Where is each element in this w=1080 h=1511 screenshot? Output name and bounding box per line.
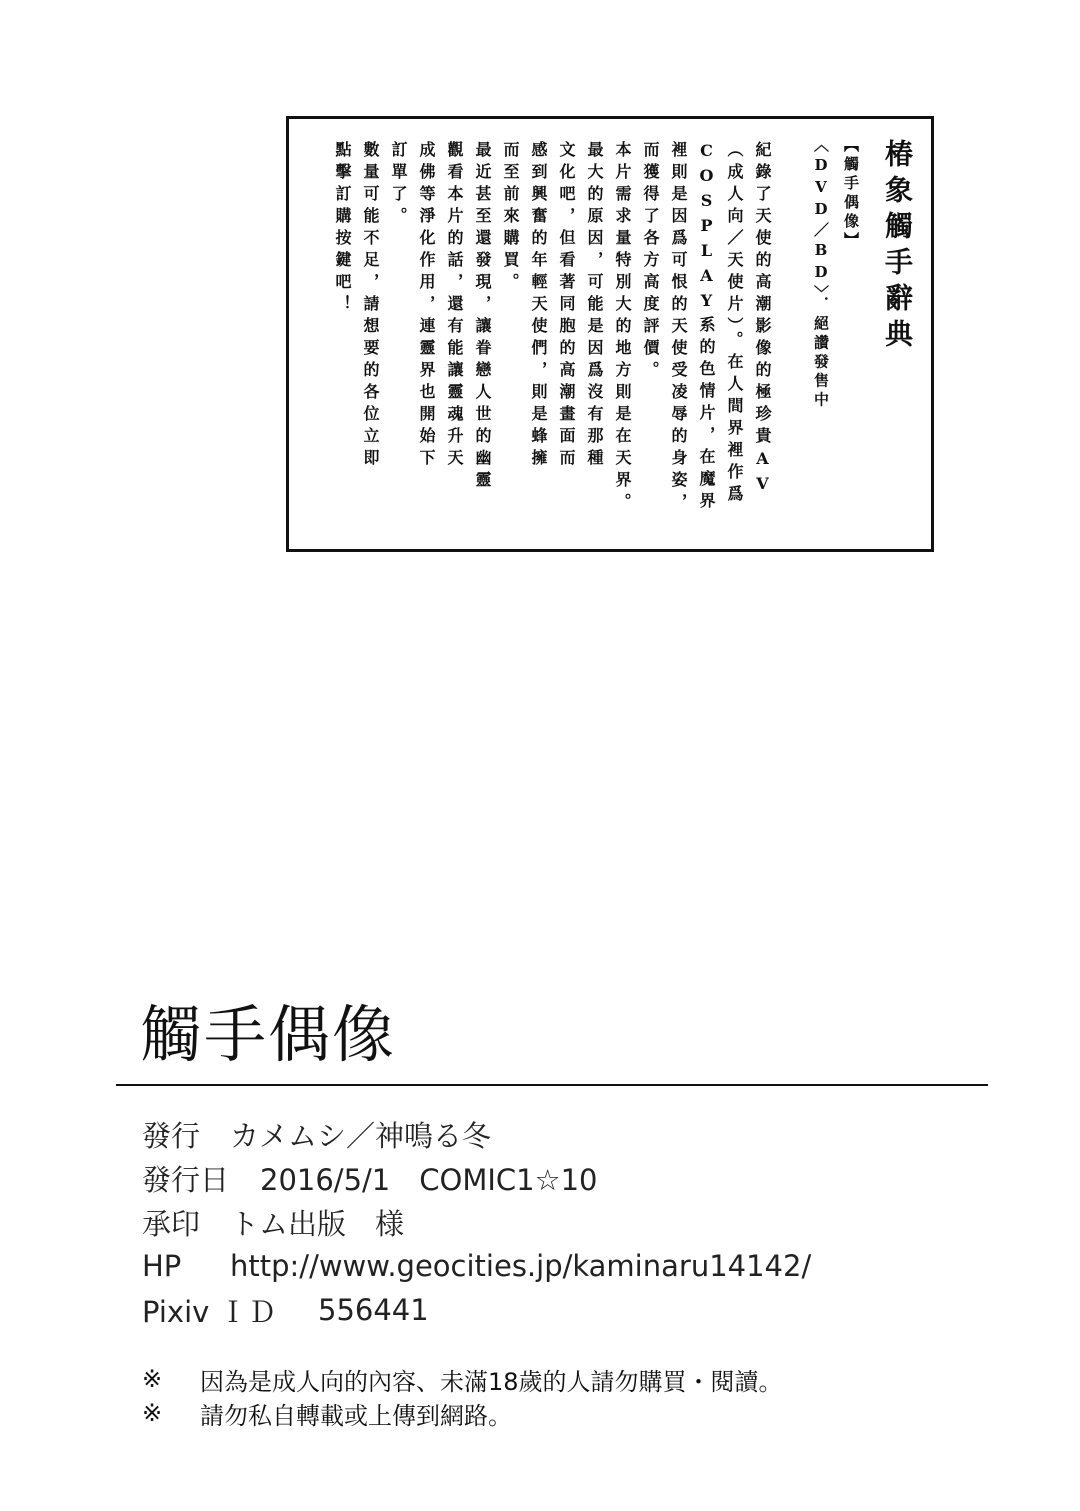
colophon-printer — [142, 1200, 811, 1244]
dictionary-body-line: 數量可能不足，請想要的各位立即 — [361, 141, 380, 471]
note-item — [142, 1362, 783, 1396]
colophon-hp — [142, 1244, 811, 1288]
dictionary-body-line: 最大的原因，可能是因爲沒有那種 — [585, 141, 604, 471]
dictionary-body-line: 裡則是因爲可恨的天使受凌辱的身姿， — [669, 141, 688, 515]
note-text: 因為是成人向的內容、未滿18歲的人請勿購買・閱讀。 — [200, 1367, 783, 1396]
publisher-label: 發行 — [142, 1118, 201, 1153]
printer-label: 承印 — [142, 1206, 201, 1241]
pixiv-value: 556441 — [318, 1293, 429, 1327]
dictionary-body-line: 紀錄了天使的高潮影像的極珍貴AV — [753, 141, 772, 499]
dictionary-body-line: （成人向／天使片）。在人間界裡作爲 — [725, 141, 744, 507]
dictionary-body-line: 最近甚至還發現，讓眷戀人世的幽靈 — [473, 141, 492, 493]
title-divider — [116, 1084, 988, 1086]
colophon-date — [142, 1156, 811, 1200]
dictionary-body-line: 點擊訂購按鍵吧！ — [333, 141, 352, 317]
publisher-value: カメムシ／神鳴る冬 — [230, 1118, 492, 1153]
dictionary-body-line: 本片需求量特別大的地方則是在天界。 — [613, 141, 632, 515]
dictionary-subtitle-1: 【觸手偶像】 — [842, 137, 860, 251]
notes — [142, 1362, 783, 1430]
book-title: 觸手偶像 — [140, 998, 397, 1071]
hp-link[interactable]: http://www.geocities.jp/kaminaru14142/ — [230, 1249, 812, 1283]
pixiv-label: Pixiv ＩＤ — [142, 1294, 277, 1329]
dictionary-body-line: 觀看本片的話，還有能讓靈魂升天 — [445, 141, 464, 471]
dictionary-body-line: 感到興奮的年輕天使們，則是蜂擁 — [529, 141, 548, 471]
date-value: 2016/5/1 COMIC1☆10 — [260, 1162, 598, 1197]
dictionary-box — [286, 116, 934, 552]
dictionary-body-line: 而至前來購買。 — [501, 141, 520, 295]
dictionary-body-line: 文化吧，但看著同胞的高潮畫面而 — [557, 141, 576, 471]
reference-mark-icon: ※ — [142, 1399, 163, 1427]
date-label: 發行日 — [142, 1162, 230, 1197]
colophon-pixiv — [142, 1288, 811, 1332]
dictionary-body-line: 而獲得了各方高度評價。 — [641, 141, 660, 383]
note-text: 請勿私自轉載或上傳到網路。 — [200, 1401, 512, 1430]
dictionary-subtitle-2: 〈DVD／BD〉．絕讚發售中 — [812, 137, 830, 411]
dictionary-body-line: 成佛等淨化作用，連靈界也開始下 — [417, 141, 436, 471]
dictionary-body-line: COSPLAY系的色情片，在魔界 — [697, 141, 716, 514]
hp-label: HP — [142, 1249, 182, 1283]
colophon-publisher — [142, 1112, 811, 1156]
note-item — [142, 1396, 783, 1430]
reference-mark-icon: ※ — [142, 1365, 163, 1393]
printer-value: トム出版 様 — [230, 1206, 405, 1241]
dictionary-title: 椿象觸手辭典 — [881, 139, 914, 355]
dictionary-body-line: 訂單了。 — [389, 141, 408, 229]
colophon — [142, 1112, 811, 1332]
